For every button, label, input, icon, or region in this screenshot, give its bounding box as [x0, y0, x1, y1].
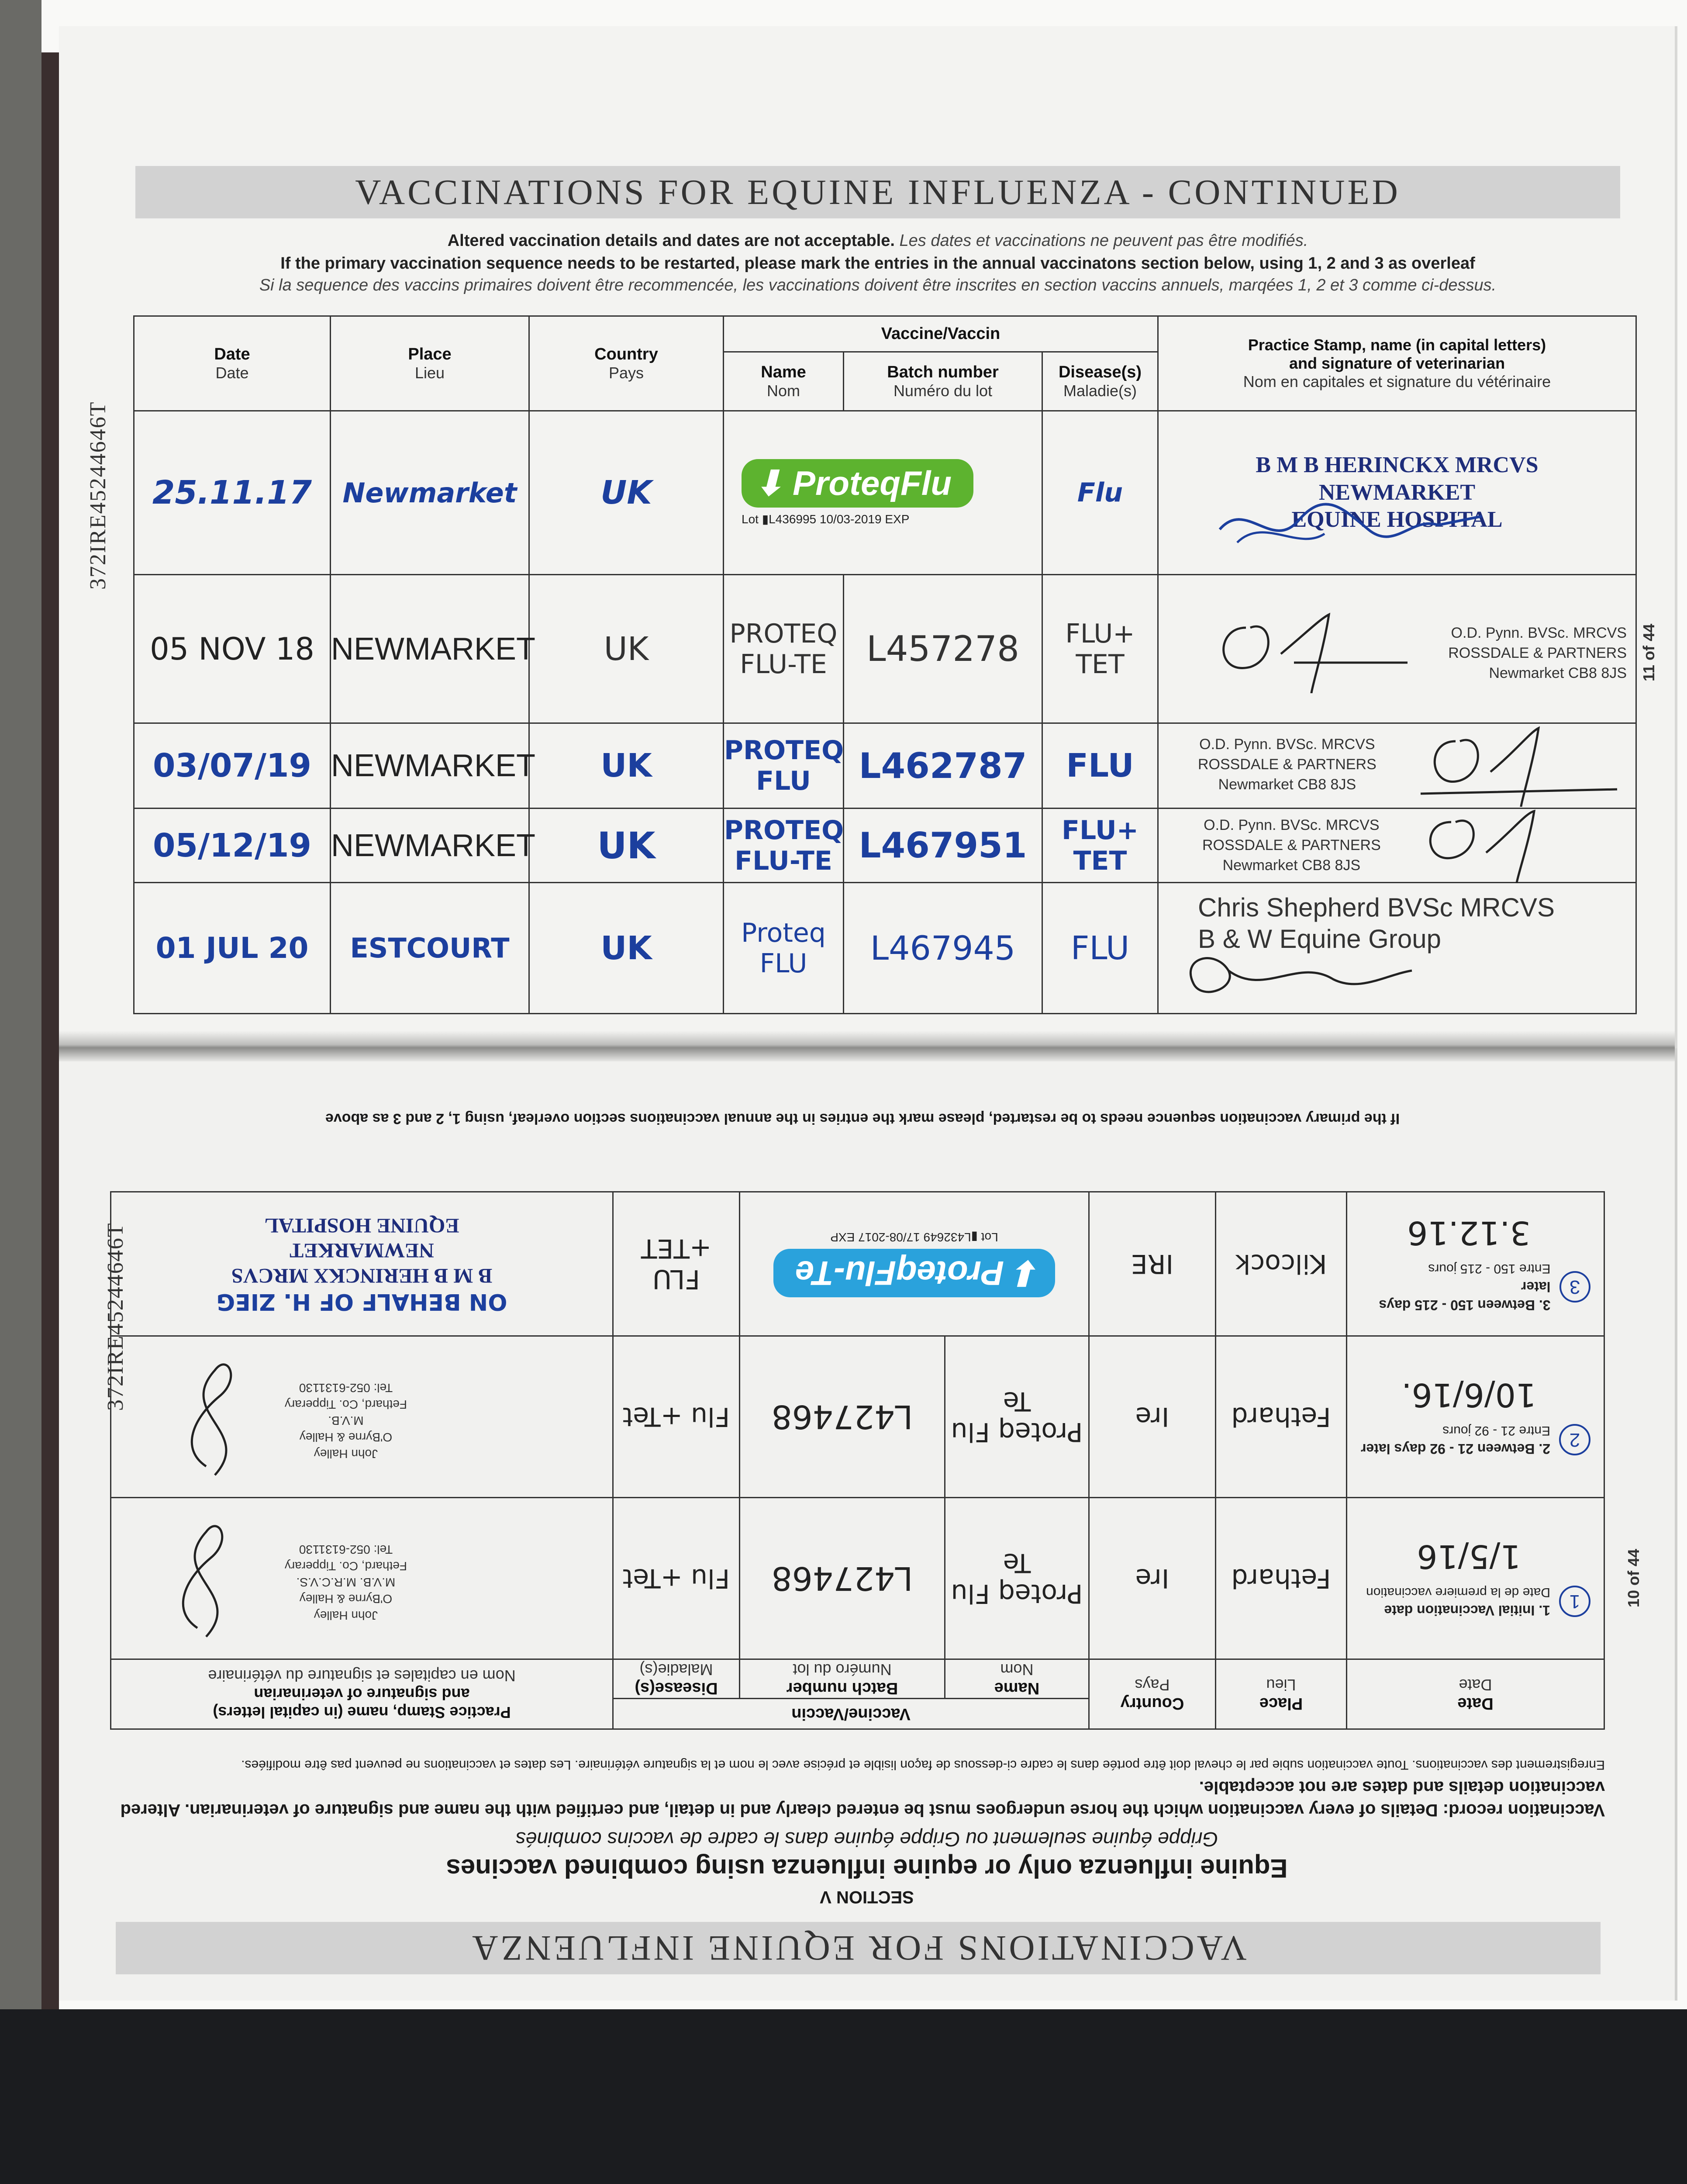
- cell-batch: L457278: [844, 575, 1042, 723]
- cell-disease: Flu +Tet: [613, 1336, 740, 1498]
- practice-stamp: ON BEHALF OF H. ZIEG B M B HERINCKX MRCVS NEWMARKET EQUINE HOSPITAL: [216, 1213, 507, 1315]
- cell-name: Proteq Flu Te: [945, 1336, 1089, 1498]
- altered-note-fr: Les dates et vaccinations ne peuvent pas être modifiés.: [899, 232, 1308, 250]
- page-title-band: [116, 1922, 1601, 1974]
- cell-disease: Flu +Tet: [613, 1498, 740, 1659]
- passport-id-bottom: 372IRE452446​46T: [103, 1222, 128, 1411]
- header-date: Date Date: [134, 316, 331, 411]
- section-heading: Equine influenza only or equine influenza using combined vaccines: [446, 1854, 1288, 1883]
- restart-note-fr: Si la sequence des vaccins primaires doivent être recommencée, les vaccinations doivent être inscrites en section vaccins annuels, marqées 1, 2 et 3 comme ci-dessus.: [259, 276, 1497, 294]
- cell-name: PROTEQ FLU-TE: [724, 575, 844, 723]
- cell-stamp: [1158, 809, 1636, 883]
- passport-spine-edge: [41, 52, 59, 2040]
- page-number-top: 11 of 44: [1640, 623, 1658, 681]
- cell-country: UK: [529, 809, 724, 883]
- practice-stamp: O.D. Pynn. BVSc. MRCVS ROSSDALE & PARTNERS Newmarket CB8 8JS: [1448, 625, 1627, 681]
- signature: [1211, 490, 1517, 556]
- signature: [1412, 724, 1621, 809]
- header-place: Place Lieu: [1216, 1659, 1347, 1729]
- practice-stamp: John Halley O'Byrne & Halley M.V.B. M.R.C.V.S. Fethard, Co. Tipperary Tel: 052-6131130: [284, 1542, 407, 1622]
- cell-date: 1 1. Initial Vaccination date Date de la premiere vaccination 1/5/16: [1347, 1498, 1604, 1659]
- cell-date: 03/07/19: [134, 723, 331, 809]
- table-row: [111, 1192, 1604, 1336]
- cell-country: IRE: [1089, 1192, 1216, 1336]
- cell-country: UK: [529, 723, 724, 809]
- header-disease: Disease(s) Maladie(s): [1042, 352, 1158, 411]
- header-batch: Batch number Numéro du lot: [844, 352, 1042, 411]
- page-10-content: [59, 1048, 1675, 2001]
- practice-stamp: O.D. Pynn. BVSc. MRCVS ROSSDALE & PARTNERS Newmarket CB8 8JS: [1202, 817, 1381, 874]
- cell-date: 2 2. Between 21 - 92 days later Entre 21 - 92 jours 10/6/16.: [1347, 1336, 1604, 1498]
- cell-name: Proteq FLU: [724, 883, 844, 1014]
- section-heading-fr: Grippe équine seulement ou Grippe équine dans le cadre de vaccins combinés: [515, 1828, 1218, 1851]
- altered-note: [131, 232, 1625, 250]
- header-country: Country Pays: [529, 316, 724, 411]
- cell-date: 05/12/19: [134, 809, 331, 883]
- header-practice-stamp: Practice Stamp, name (in capital letters) and signature of veterinarian Nom en capitales et signature du vétérinaire: [1158, 316, 1636, 411]
- cell-batch: L427468: [740, 1336, 945, 1498]
- cell-stamp: [111, 1336, 613, 1498]
- cell-stamp: [111, 1192, 613, 1336]
- proteq-flu-te-sticker: ⬇ ProteqFlu-Te: [773, 1249, 1055, 1298]
- altered-note-en: Altered vaccination details and dates are not acceptable.: [447, 232, 895, 250]
- table-row: [134, 411, 1636, 575]
- sequence-number: 3: [1559, 1272, 1590, 1303]
- passport-cover-edge: [0, 0, 41, 2184]
- cell-country: UK: [529, 883, 724, 1014]
- cell-disease: Flu: [1042, 411, 1158, 575]
- passport-id-top: 372IRE452446​46T: [86, 401, 110, 590]
- practice-stamp: Chris Shepherd BVSc MRCVS B & W Equine Group: [1198, 893, 1555, 954]
- cell-country: UK: [529, 575, 724, 723]
- cell-disease: FLU+ TET: [1042, 809, 1158, 883]
- signature: [1176, 931, 1421, 1014]
- header-practice-stamp: Practice Stamp, name (in capital letters) and signature of veterinarian Nom en capitales et signature du vétérinaire: [111, 1659, 613, 1729]
- cell-batch: L467945: [844, 883, 1042, 1014]
- sticker-lot-line: Lot ▮L432649 17/08-2017 EXP: [830, 1230, 998, 1244]
- section-label: SECTION V: [820, 1887, 914, 1907]
- record-text-fr: Enregistrement des vaccinations. Toute vaccination subie par le cheval doit être portée dans le cadre ci-dessous de façon lisible et précise avec le nom et la signature vétérinaire. Les dates et vaccinations ne peuvent pas être modifiées.: [241, 1758, 1605, 1772]
- table-row: [134, 723, 1636, 809]
- header-vaccine: Vaccine/Vaccin: [724, 316, 1158, 352]
- signature: [141, 1506, 272, 1645]
- cell-batch: L467951: [844, 809, 1042, 883]
- cell-country: Ire: [1089, 1498, 1216, 1659]
- page-number-bottom: 10 of 44: [1625, 1548, 1642, 1607]
- practice-stamp: B M B HERINCKX MRCVS NEWMARKET EQUINE HOSPITAL: [1256, 453, 1539, 532]
- restart-note: If the primary vaccination sequence needs to be restarted, please mark the entries in the annual vaccinatons section below, using 1, 2 and 3 as overleaf: [280, 254, 1475, 273]
- practice-stamp: O.D. Pynn. BVSc. MRCVS ROSSDALE & PARTNERS Newmarket CB8 8JS: [1198, 736, 1377, 793]
- cell-date: 01 JUL 20: [134, 883, 331, 1014]
- cell-vaccine-sticker: [724, 411, 1042, 575]
- cell-date: 3 3. Between 150 - 215 days later Entre 150 - 215 jours 3.12.16: [1347, 1192, 1604, 1336]
- cell-place: NEWMARKET: [331, 723, 529, 809]
- arrow-down-icon: ⬇: [1013, 1254, 1042, 1293]
- cell-place: ESTCOURT: [331, 883, 529, 1014]
- page-title: VACCINATIONS FOR EQUINE INFLUENZA: [469, 1928, 1247, 1968]
- cell-place: Newmarket: [331, 411, 529, 575]
- cell-name: Proteq Flu Te: [945, 1498, 1089, 1659]
- cell-country: Ire: [1089, 1336, 1216, 1498]
- table-row: [111, 1336, 1604, 1498]
- signature: [149, 1344, 280, 1484]
- cell-stamp: [111, 1498, 613, 1659]
- cell-batch: L462787: [844, 723, 1042, 809]
- sequence-number: 1: [1559, 1586, 1590, 1617]
- signature: [1403, 809, 1613, 883]
- record-text: Vaccination record: Details of every vaccination which the horse undergoes must be entered clearly and in detail, and certified with the name and signature of veterinarian. Altered vaccination details and dates are not acceptable.: [120, 1778, 1605, 1820]
- page-title-band: [135, 166, 1620, 218]
- cell-date: 05 NOV 18: [134, 575, 331, 723]
- cell-date: 25.11.17: [134, 411, 331, 575]
- cell-stamp: [1158, 575, 1636, 723]
- header-vaccine: Vaccine/Vaccin: [613, 1699, 1089, 1729]
- cell-place: Fethard: [1216, 1336, 1347, 1498]
- signature: [1207, 601, 1416, 698]
- cell-stamp: [1158, 883, 1636, 1014]
- table-row: [134, 883, 1636, 1014]
- restart-note: If the primary vaccination sequence needs to be restarted, please mark the entries in the annual vaccinations section overleaf, using 1, 2 and 3 as above: [325, 1110, 1400, 1127]
- header-country: Country Pays: [1089, 1659, 1216, 1729]
- header-place: Place Lieu: [331, 316, 529, 411]
- arrow-down-icon: ⬇: [755, 464, 783, 502]
- header-disease: Disease(s) Maladie(s): [613, 1659, 740, 1699]
- sequence-number: 2: [1559, 1424, 1590, 1456]
- table-row: [111, 1498, 1604, 1659]
- cell-disease: FLU +TET: [613, 1192, 740, 1336]
- scanner-background: [0, 2009, 1687, 2184]
- cell-disease: FLU: [1042, 723, 1158, 809]
- header-name: Name Nom: [945, 1659, 1089, 1699]
- cell-name: PROTEQ FLU: [724, 723, 844, 809]
- cell-batch: L427468: [740, 1498, 945, 1659]
- cell-country: UK: [529, 411, 724, 575]
- proteq-flu-sticker: ⬇ ProteqFlu: [742, 459, 973, 508]
- cell-place: Kilcock: [1216, 1192, 1347, 1336]
- header-name: Name Nom: [724, 352, 844, 411]
- cell-place: NEWMARKET: [331, 575, 529, 723]
- header-batch: Batch number Numéro du lot: [740, 1659, 945, 1699]
- practice-stamp: John Halley O'Byrne & Halley M.V.B. Fethard, Co. Tipperary Tel: 052-6131130: [284, 1381, 407, 1461]
- cell-vaccine-sticker: [740, 1192, 1089, 1336]
- vaccination-table-bottom: [110, 1191, 1605, 1730]
- sticker-lot-line: Lot ▮L436995 10/03-2019 EXP: [742, 512, 910, 526]
- cell-disease: FLU: [1042, 883, 1158, 1014]
- cell-stamp: [1158, 723, 1636, 809]
- vaccination-table-top: [133, 315, 1637, 1014]
- cell-name: PROTEQ FLU-TE: [724, 809, 844, 883]
- cell-place: NEWMARKET: [331, 809, 529, 883]
- cell-stamp: [1158, 411, 1636, 575]
- cell-disease: FLU+ TET: [1042, 575, 1158, 723]
- table-row: [134, 809, 1636, 883]
- table-row: [134, 575, 1636, 723]
- cell-place: Fethard: [1216, 1498, 1347, 1659]
- page-title: VACCINATIONS FOR EQUINE INFLUENZA - CONTINUED: [355, 172, 1401, 212]
- header-date: Date Date: [1347, 1659, 1604, 1729]
